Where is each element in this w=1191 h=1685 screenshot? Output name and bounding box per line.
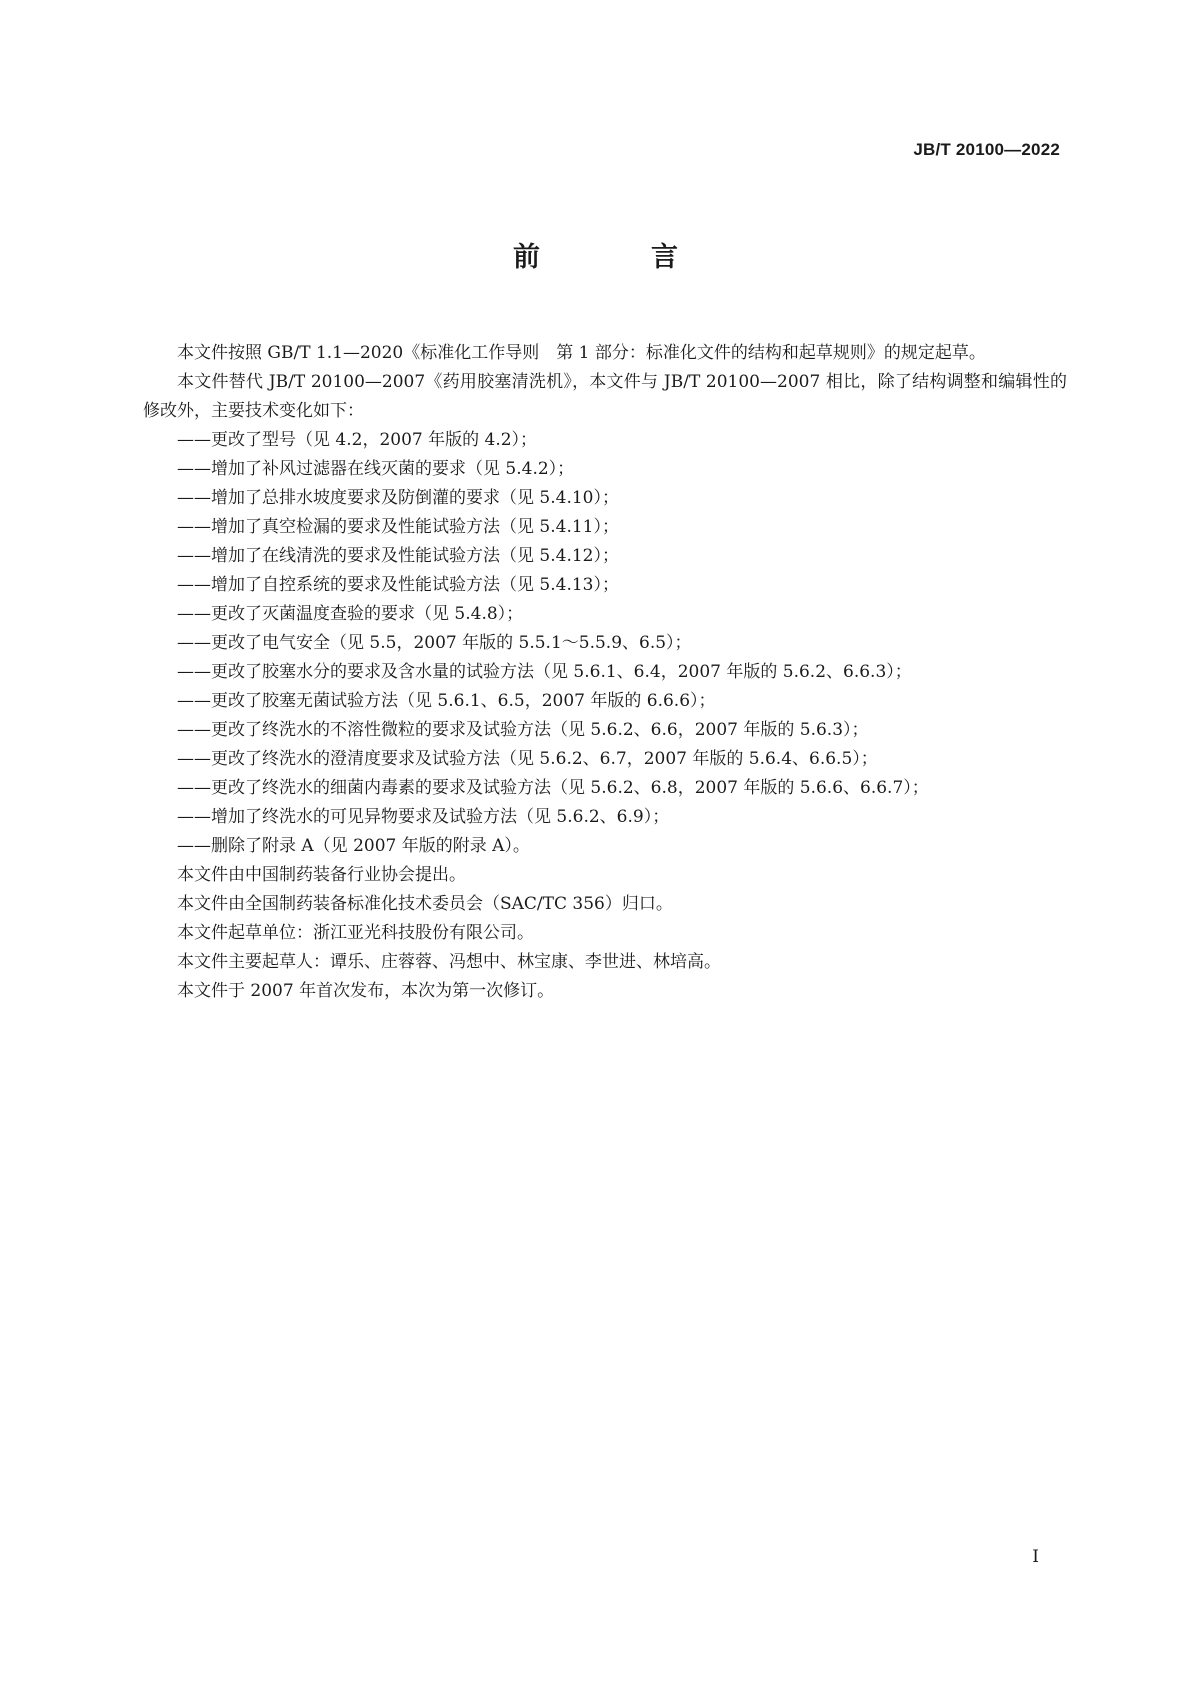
list-item: ——更改了胶塞水分的要求及含水量的试验方法（见 5.6.1、6.4，2007 年版的 5.6.2、6.6.3）； xyxy=(177,662,912,682)
closing-paragraph: 本文件于 2007 年首次发布，本次为第一次修订。 xyxy=(177,981,555,1001)
closing-paragraph: 本文件由中国制药装备行业协会提出。 xyxy=(177,865,466,885)
changes-list xyxy=(143,426,1067,861)
list-item: ——增加了终洗水的可见异物要求及试验方法（见 5.6.2、6.9）； xyxy=(177,807,670,827)
list-item: ——更改了终洗水的澄清度要求及试验方法（见 5.6.2、6.7，2007 年版的 5.6.4、6.6.5）； xyxy=(177,749,878,769)
intro-paragraph: 本文件按照 GB/T 1.1—2020《标准化工作导则 第 1 部分：标准化文件的结构和起草规则》的规定起草。 xyxy=(177,343,986,363)
list-item: ——增加了总排水坡度要求及防倒灌的要求（见 5.4.10）； xyxy=(177,488,619,508)
list-item: ——更改了终洗水的细菌内毒素的要求及试验方法（见 5.6.2、6.8，2007 年版的 5.6.6、6.6.7）； xyxy=(177,778,929,798)
standard-code-header: JB/T 20100—2022 xyxy=(913,140,1060,159)
closing-paragraph: 本文件由全国制药装备标准化技术委员会（SAC/TC 356）归口。 xyxy=(177,894,673,914)
list-item: ——增加了自控系统的要求及性能试验方法（见 5.4.13）； xyxy=(177,575,619,595)
list-item: ——增加了在线清洗的要求及性能试验方法（见 5.4.12）； xyxy=(177,546,619,566)
list-item: ——更改了型号（见 4.2，2007 年版的 4.2）； xyxy=(177,430,538,450)
closing-paragraph: 本文件主要起草人：谭乐、庄蓉蓉、冯想中、林宝康、李世进、林培高。 xyxy=(177,952,721,972)
list-item: ——增加了真空检漏的要求及性能试验方法（见 5.4.11）； xyxy=(177,517,619,537)
list-item: ——更改了终洗水的不溶性微粒的要求及试验方法（见 5.6.2、6.6，2007 年版的 5.6.3）； xyxy=(177,720,869,740)
list-item: ——更改了胶塞无菌试验方法（见 5.6.1、6.5，2007 年版的 6.6.6）； xyxy=(177,691,716,711)
foreword-body xyxy=(143,339,1067,1006)
page-title: 前 言 xyxy=(513,242,720,273)
intro-paragraph: 本文件替代 JB/T 20100—2007《药用胶塞清洗机》，本文件与 JB/T 20100—2007 相比，除了结构调整和编辑性的修改外，主要技术变化如下： xyxy=(143,372,1067,421)
page-number: I xyxy=(1032,1547,1039,1567)
list-item: ——更改了电气安全（见 5.5，2007 年版的 5.5.1～5.5.9、6.5）； xyxy=(177,633,692,653)
closing-paragraph: 本文件起草单位：浙江亚光科技股份有限公司。 xyxy=(177,923,534,943)
list-item: ——删除了附录 A（见 2007 年版的附录 A）。 xyxy=(177,836,530,856)
list-item: ——更改了灭菌温度查验的要求（见 5.4.8）； xyxy=(177,604,524,624)
list-item: ——增加了补风过滤器在线灭菌的要求（见 5.4.2）； xyxy=(177,459,575,479)
